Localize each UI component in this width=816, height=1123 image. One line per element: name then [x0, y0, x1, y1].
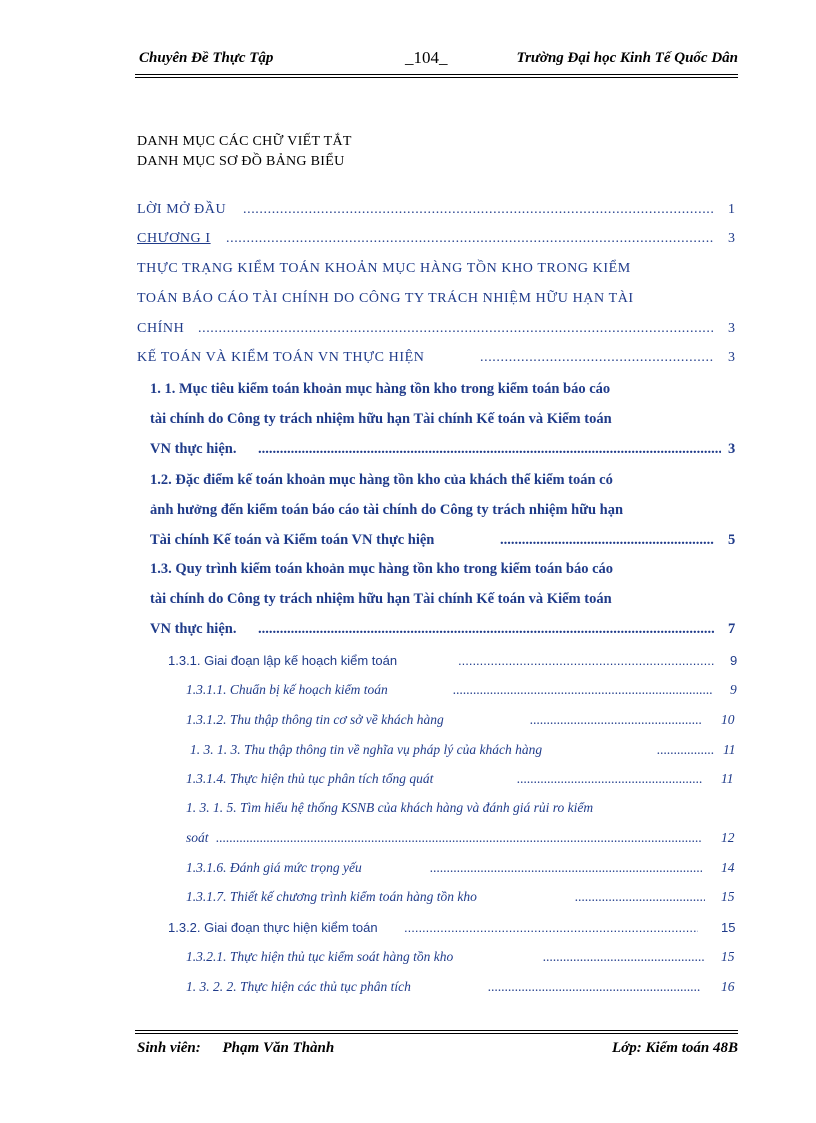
student-name: Phạm Văn Thành	[222, 1040, 335, 1056]
chapter-title-line2: TOÁN BÁO CÁO TÀI CHÍNH DO CÔNG TY TRÁCH NHIỆM HỮU HẠN TÀI	[137, 291, 634, 306]
s1-2-line2: ảnh hưởng đến kiểm toán báo cáo tài chính do Công ty trách nhiệm hữu hạn	[150, 502, 624, 518]
toc-entry-1-3-1[interactable]: 1.3.1. Giai đoạn lập kế hoạch kiểm toán ..... 9	[0, 653, 816, 677]
toc-entry-1-3[interactable]: VN thực hiện. ..... 7	[0, 621, 816, 645]
header-right: Trường Đại học Kinh Tế Quốc Dân	[516, 50, 738, 66]
page-header	[135, 48, 738, 72]
s1-3-line2: tài chính do Công ty trách nhiệm hữu hạn Tài chính Kế toán và Kiểm toán	[150, 591, 612, 607]
s1-3-line1: 1.3. Quy trình kiểm toán khoản mục hàng tồn kho trong kiểm toán báo cáo	[150, 561, 614, 577]
student-label: Sinh viên:	[137, 1040, 201, 1056]
s1-3-1-5-line1: 1. 3. 1. 5. Tìm hiểu hệ thống KSNB của khách hàng và đánh giá rủi ro kiểm	[186, 800, 594, 815]
toc-entry-1-3-1-4[interactable]: 1.3.1.4. Thực hiện thủ tục phân tích tổng quát ..... 11	[0, 771, 816, 795]
figures-list-title: DANH MỤC SƠ ĐỒ BẢNG BIỂU	[137, 154, 345, 169]
toc-entry-1-3-2-1[interactable]: 1.3.2.1. Thực hiện thủ tục kiểm soát hàng tồn kho ..... 15	[0, 949, 816, 973]
toc-entry-1-3-1-7[interactable]: 1.3.1.7. Thiết kế chương trình kiểm toán hàng tồn kho ..... 15	[0, 889, 816, 913]
s1-1-line2: tài chính do Công ty trách nhiệm hữu hạn Tài chính Kế toán và Kiểm toán	[150, 411, 612, 427]
toc-entry-1-3-1-6[interactable]: 1.3.1.6. Đánh giá mức trọng yếu ..... 14	[0, 860, 816, 884]
footer-rule-thin	[135, 1030, 738, 1031]
page-footer	[137, 1040, 738, 1057]
s1-2-line1: 1.2. Đặc điểm kế toán khoản mục hàng tồn kho của khách thể kiểm toán có	[150, 472, 613, 488]
toc-entry-1-3-1-2[interactable]: 1.3.1.2. Thu thập thông tin cơ sở về khách hàng ..... 10	[0, 712, 816, 736]
toc-entry-1-3-2-2[interactable]: 1. 3. 2. 2. Thực hiện các thủ tục phân tích ..... 16	[0, 979, 816, 1003]
abbr-list-title: DANH MỤC CÁC CHỮ VIẾT TẮT	[137, 134, 352, 149]
toc-entry-chapter[interactable]: CHƯƠNG I ..... 3	[0, 231, 816, 255]
toc-entry-1-3-1-3[interactable]: 1. 3. 1. 3. Thu thập thông tin về nghĩa vụ pháp lý của khách hàng ..... 11	[0, 742, 816, 766]
toc-entry-1-2[interactable]: Tài chính Kế toán và Kiểm toán VN thực hiện ..... 5	[0, 532, 816, 556]
toc-entry-chapter-title[interactable]: CHÍNH ..... 3	[0, 321, 816, 345]
header-left: Chuyên Đề Thực Tập	[139, 50, 274, 66]
toc-entry-1-3-1-5[interactable]: soát ..... 12	[0, 830, 816, 854]
toc-entry-1-3-1-1[interactable]: 1.3.1.1. Chuẩn bị kế hoạch kiểm toán ..... 9	[0, 682, 816, 706]
header-rule-thin	[135, 77, 738, 78]
toc-entry-1-1[interactable]: VN thực hiện. ..... 3	[0, 441, 816, 465]
class-label: Lớp: Kiểm toán 48B	[612, 1040, 738, 1056]
footer-rule	[135, 1033, 738, 1034]
s1-1-line1: 1. 1. Mục tiêu kiểm toán khoản mục hàng tồn kho trong kiểm toán báo cáo	[150, 381, 611, 397]
header-rule	[135, 74, 738, 75]
page-number: _104_	[405, 48, 448, 67]
toc-entry-chapter-title-2[interactable]: KẾ TOÁN VÀ KIỂM TOÁN VN THỰC HIỆN ..... 3	[0, 350, 816, 374]
toc-entry-1-3-2[interactable]: 1.3.2. Giai đoạn thực hiện kiểm toán ..... 15	[0, 920, 816, 944]
chapter-title-line1: THỰC TRẠNG KIỂM TOÁN KHOẢN MỤC HÀNG TỒN KHO TRONG KIỂM	[137, 261, 631, 276]
toc-entry-intro[interactable]: LỜI MỞ ĐẦU ..... 1	[0, 202, 816, 226]
